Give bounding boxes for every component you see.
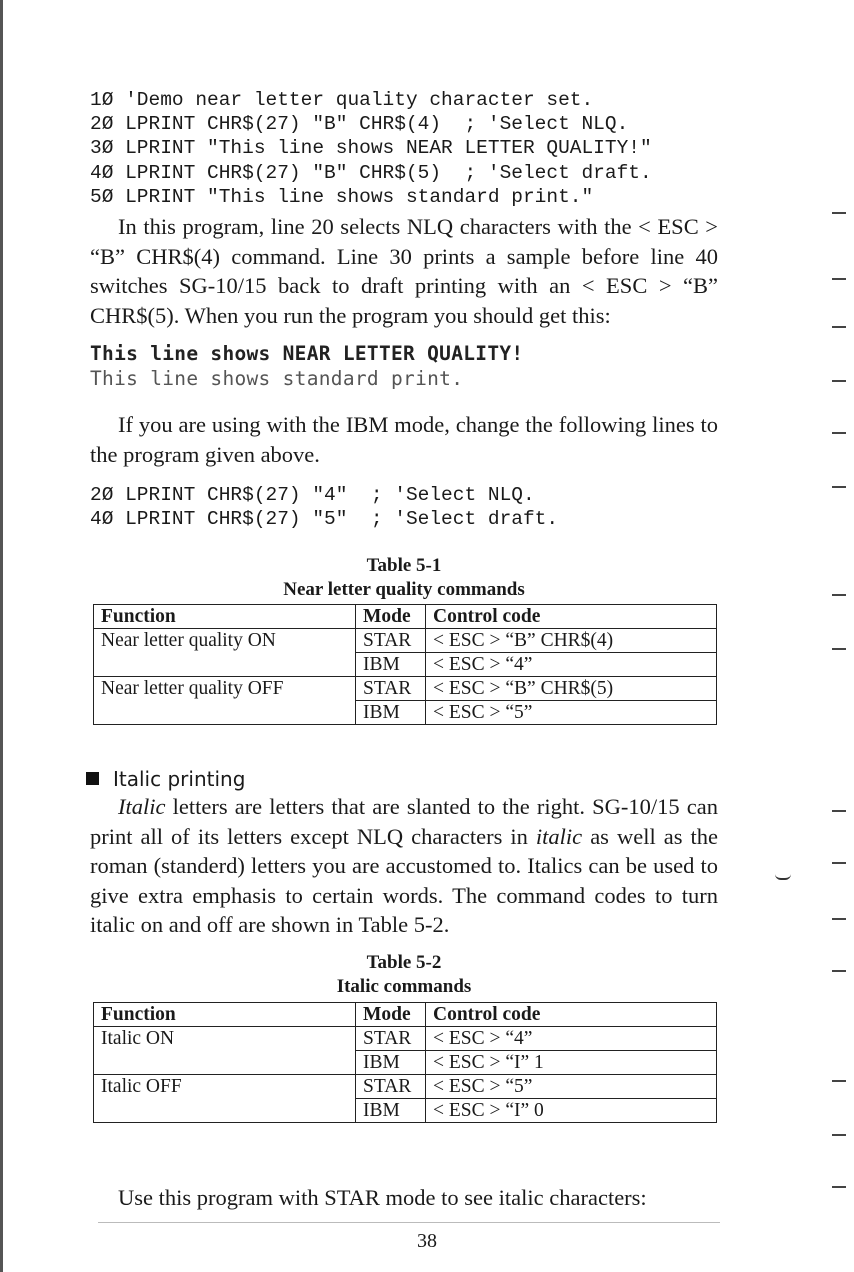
margin-mark xyxy=(832,278,846,280)
cell-function xyxy=(94,701,356,725)
code-line: 5Ø LPRINT "This line shows standard print." xyxy=(90,185,594,208)
cell-code: < ESC > “4” xyxy=(426,1027,717,1051)
margin-mark xyxy=(832,380,846,382)
table-row xyxy=(94,1075,717,1099)
margin-mark xyxy=(832,212,846,214)
table-row xyxy=(94,1027,717,1051)
cell-function: Near letter quality ON xyxy=(94,629,356,653)
header-control-code: Control code xyxy=(426,1003,717,1027)
cell-code: < ESC > “B” CHR$(4) xyxy=(426,629,717,653)
table-italic-commands xyxy=(93,1002,717,1123)
margin-mark xyxy=(832,862,846,864)
program-listing-nlq xyxy=(90,88,652,209)
table-nlq-commands xyxy=(93,604,717,725)
cell-mode: STAR xyxy=(356,629,426,653)
program-listing-ibm xyxy=(90,483,558,531)
table-5-1-number: Table 5-1 xyxy=(366,555,442,576)
margin-mark xyxy=(832,594,846,596)
paragraph-italic-explanation: Italic letters are letters that are slanted to the right. SG-10/15 can print all of its letters except NLQ characters in italic as well as the roman (standerd) letters you are accustomed to. Italics can be used to give extra emphasis to certain words. The command codes to turn italic on and off are shown in Table 5-2. xyxy=(90,794,719,937)
cell-mode: STAR xyxy=(356,677,426,701)
table-5-1-title: Near letter quality commands xyxy=(283,579,525,600)
margin-mark xyxy=(832,810,846,812)
table-header-row xyxy=(94,605,717,629)
table-header-row xyxy=(94,1003,717,1027)
header-function: Function xyxy=(94,605,356,629)
code-line: 4Ø LPRINT CHR$(27) "B" CHR$(5) ; 'Select draft. xyxy=(90,161,652,184)
cell-mode: IBM xyxy=(356,1099,426,1123)
margin-mark xyxy=(832,326,846,328)
section-heading-italic xyxy=(86,764,245,794)
sample-printout xyxy=(90,342,523,391)
code-line: 1Ø 'Demo near letter quality character set. xyxy=(90,89,594,111)
table-5-2-title: Italic commands xyxy=(336,976,472,997)
cell-mode: IBM xyxy=(356,701,426,725)
table-row xyxy=(94,677,717,701)
table-row xyxy=(94,1051,717,1075)
cell-function: Near letter quality OFF xyxy=(94,677,356,701)
cell-function: Italic ON xyxy=(94,1027,356,1051)
margin-mark xyxy=(832,918,846,920)
header-control-code: Control code xyxy=(426,605,717,629)
footer-divider xyxy=(98,1222,720,1223)
cell-function xyxy=(94,1099,356,1123)
cell-function xyxy=(94,1051,356,1075)
code-line: 4Ø LPRINT CHR$(27) "5" ; 'Select draft. xyxy=(90,508,559,531)
cell-code: < ESC > “5” xyxy=(426,1075,717,1099)
table-row xyxy=(94,701,717,725)
page-number: 38 xyxy=(417,1230,437,1252)
table-5-2-number: Table 5-2 xyxy=(366,952,442,973)
table-row xyxy=(94,653,717,677)
cell-mode: STAR xyxy=(356,1027,426,1051)
page-edge-shadow xyxy=(0,0,3,1272)
cell-function: Italic OFF xyxy=(94,1075,356,1099)
sample-draft-line: This line shows standard print. xyxy=(90,366,464,390)
paragraph-italic-program-intro: Use this program with STAR mode to see italic characters: xyxy=(118,1185,647,1210)
cell-code: < ESC > “I” 1 xyxy=(426,1051,717,1075)
margin-mark xyxy=(832,648,846,650)
table-row xyxy=(94,629,717,653)
cell-mode: IBM xyxy=(356,1051,426,1075)
sample-nlq-line: This line shows NEAR LETTER QUALITY! xyxy=(90,342,524,365)
cell-code: < ESC > “I” 0 xyxy=(426,1099,717,1123)
margin-mark xyxy=(832,1186,846,1188)
square-bullet-icon xyxy=(86,772,99,785)
cell-code: < ESC > “B” CHR$(5) xyxy=(426,677,717,701)
italic-term: italic xyxy=(535,823,583,849)
heading-text: Italic printing xyxy=(113,767,246,791)
code-line: 2Ø LPRINT CHR$(27) "4" ; 'Select NLQ. xyxy=(90,484,535,506)
header-mode: Mode xyxy=(356,605,426,629)
cell-mode: IBM xyxy=(356,653,426,677)
margin-mark xyxy=(832,432,846,434)
cell-code: < ESC > “4” xyxy=(426,653,717,677)
margin-mark xyxy=(832,486,846,488)
cell-mode: STAR xyxy=(356,1075,426,1099)
cell-code: < ESC > “5” xyxy=(426,701,717,725)
margin-mark xyxy=(832,1080,846,1082)
header-function: Function xyxy=(94,1003,356,1027)
code-line: 2Ø LPRINT CHR$(27) "B" CHR$(4) ; 'Select NLQ. xyxy=(90,113,629,136)
margin-smudge xyxy=(775,874,791,880)
code-line: 3Ø LPRINT "This line shows NEAR LETTER QUALITY!" xyxy=(90,137,652,160)
cell-function xyxy=(94,653,356,677)
paragraph-ibm-mode: If you are using with the IBM mode, change the following lines to the program given above. xyxy=(90,412,718,467)
paragraph-nlq-explanation: In this program, line 20 selects NLQ characters with the < ESC > “B” CHR$(4) command. Line 30 prints a sample before line 40 switches SG-10/15 back to draft printing with an < ESC > “B” CHR$(5). When you run the program you should get this: xyxy=(90,214,718,328)
italic-term: Italic xyxy=(118,794,166,819)
margin-mark xyxy=(832,1134,846,1136)
header-mode: Mode xyxy=(356,1003,426,1027)
margin-mark xyxy=(832,970,846,972)
table-row xyxy=(94,1099,717,1123)
